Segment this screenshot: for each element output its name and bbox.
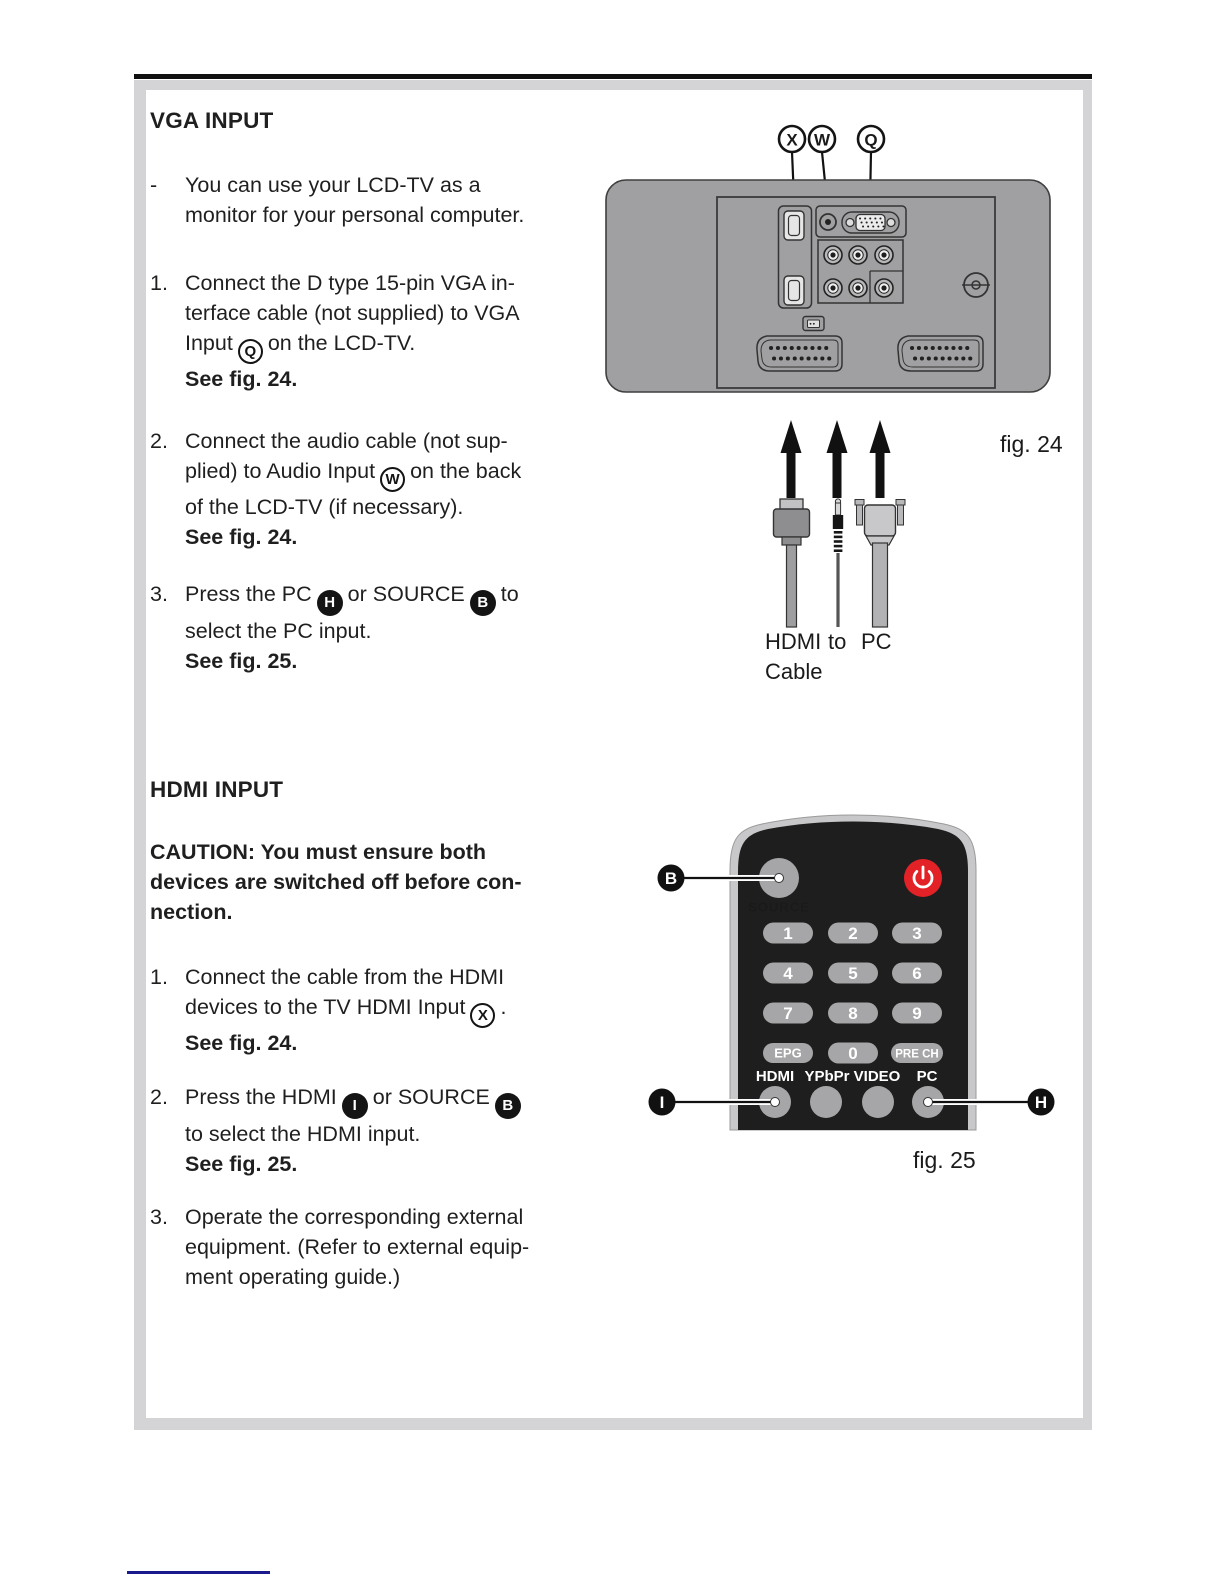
cable-label-to: to: [828, 629, 847, 654]
svg-text:9: 9: [912, 1004, 922, 1023]
cable-label-hdmi: HDMI: [765, 629, 822, 654]
svg-text:5: 5: [848, 964, 858, 983]
svg-text:3: 3: [912, 924, 922, 943]
q-circle-badge: Q: [238, 339, 263, 364]
svg-text:6: 6: [912, 964, 922, 983]
b-circle-badge: B: [495, 1093, 521, 1119]
remote-label-video: VIDEO: [853, 1068, 901, 1085]
step-number: 1.: [150, 965, 168, 989]
see-fig: See fig. 25.: [185, 1151, 298, 1176]
step-number: 2.: [150, 429, 168, 453]
fig24-caption: fig. 24: [1000, 431, 1063, 457]
step-number: 1.: [150, 271, 168, 295]
vga-intro: - You can use your LCD-TV as a monitor for your personal computer.: [150, 170, 524, 230]
remote-ypbpr-button: [810, 1086, 842, 1118]
callout-x-label: X: [786, 130, 798, 150]
hdmi-cable-icon: [774, 499, 810, 627]
fig25-remote-diagram: [628, 800, 1072, 1184]
step-number: 2.: [150, 1085, 168, 1109]
see-fig: See fig. 24.: [185, 1031, 298, 1055]
list-marker: -: [150, 173, 158, 197]
i-circle-badge: I: [342, 1093, 368, 1119]
callout-i-label: I: [659, 1093, 665, 1112]
callout-h-label: H: [1034, 1093, 1048, 1112]
svg-text:2: 2: [848, 924, 858, 943]
step-number: 3.: [150, 1205, 168, 1229]
up-arrow-icon: [781, 420, 891, 498]
svg-text:0: 0: [848, 1044, 858, 1063]
svg-text:PRE CH: PRE CH: [895, 1048, 939, 1061]
svg-text:8: 8: [848, 1004, 858, 1023]
callout-b-label: B: [664, 869, 678, 888]
svg-text:4: 4: [783, 964, 793, 983]
tv-back-panel: [606, 180, 1050, 392]
remote-video-button: [862, 1086, 894, 1118]
remote-label-pc: PC: [916, 1068, 938, 1085]
h-circle-badge: H: [317, 590, 343, 616]
top-rule: [134, 74, 1092, 79]
fig25-caption: fig. 25: [913, 1147, 976, 1173]
w-circle-badge: W: [380, 467, 405, 492]
svg-text:1: 1: [783, 924, 793, 943]
remote-label-hdmi: HDMI: [755, 1068, 795, 1085]
cable-label-pc: PC: [861, 629, 892, 654]
fig24-diagram: [586, 112, 1066, 687]
callout-w-label: W: [813, 130, 831, 150]
footer-line: [127, 1571, 270, 1574]
hdmi-step-2: 2. Press the HDMI I or SOURCE B to select the HDMI input. See fig. 25.: [150, 1082, 526, 1179]
callout-q-label: Q: [864, 130, 878, 150]
vga-step-3: 3. Press the PC H or SOURCE B to select the PC input. See fig. 25.: [150, 579, 519, 676]
hdmi-caution: CAUTION: You must ensure both devices are switched off before con- nection.: [150, 840, 522, 924]
step-number: 3.: [150, 582, 168, 606]
audio-cable-icon: [833, 499, 843, 627]
see-fig: See fig. 24.: [185, 525, 298, 549]
vga-step-1: 1. Connect the D type 15-pin VGA in- terface cable (not supplied) to VGA Input Q on the LCD-TV. See fig. 24.: [150, 268, 520, 394]
hdmi-step-1: 1. Connect the cable from the HDMI devices to the TV HDMI Input X . See fig. 24.: [150, 962, 506, 1058]
vga-section-title: VGA INPUT: [150, 108, 274, 133]
b-circle-badge: B: [470, 590, 496, 616]
hdmi-section-title: HDMI INPUT: [150, 777, 284, 802]
cable-label-cable: Cable: [765, 659, 823, 684]
svg-text:7: 7: [783, 1004, 793, 1023]
hdmi-step-3: 3. Operate the corresponding external equipment. (Refer to external equip- ment operating guide.): [150, 1202, 529, 1292]
svg-text:EPG: EPG: [774, 1045, 802, 1061]
cables-group: [765, 420, 905, 684]
vga-cable-icon: [855, 500, 905, 628]
x-circle-badge: X: [470, 1003, 495, 1028]
vga-step-2: 2. Connect the audio cable (not sup- plied) to Audio Input W on the back of the LCD-TV (if necessary). See fig. 24.: [150, 426, 521, 552]
remote-source-label: SOURCE: [748, 899, 810, 915]
see-fig: See fig. 24.: [185, 367, 298, 391]
see-fig: See fig. 25.: [185, 648, 298, 673]
remote-label-ypbpr: YPbPr: [804, 1068, 850, 1085]
